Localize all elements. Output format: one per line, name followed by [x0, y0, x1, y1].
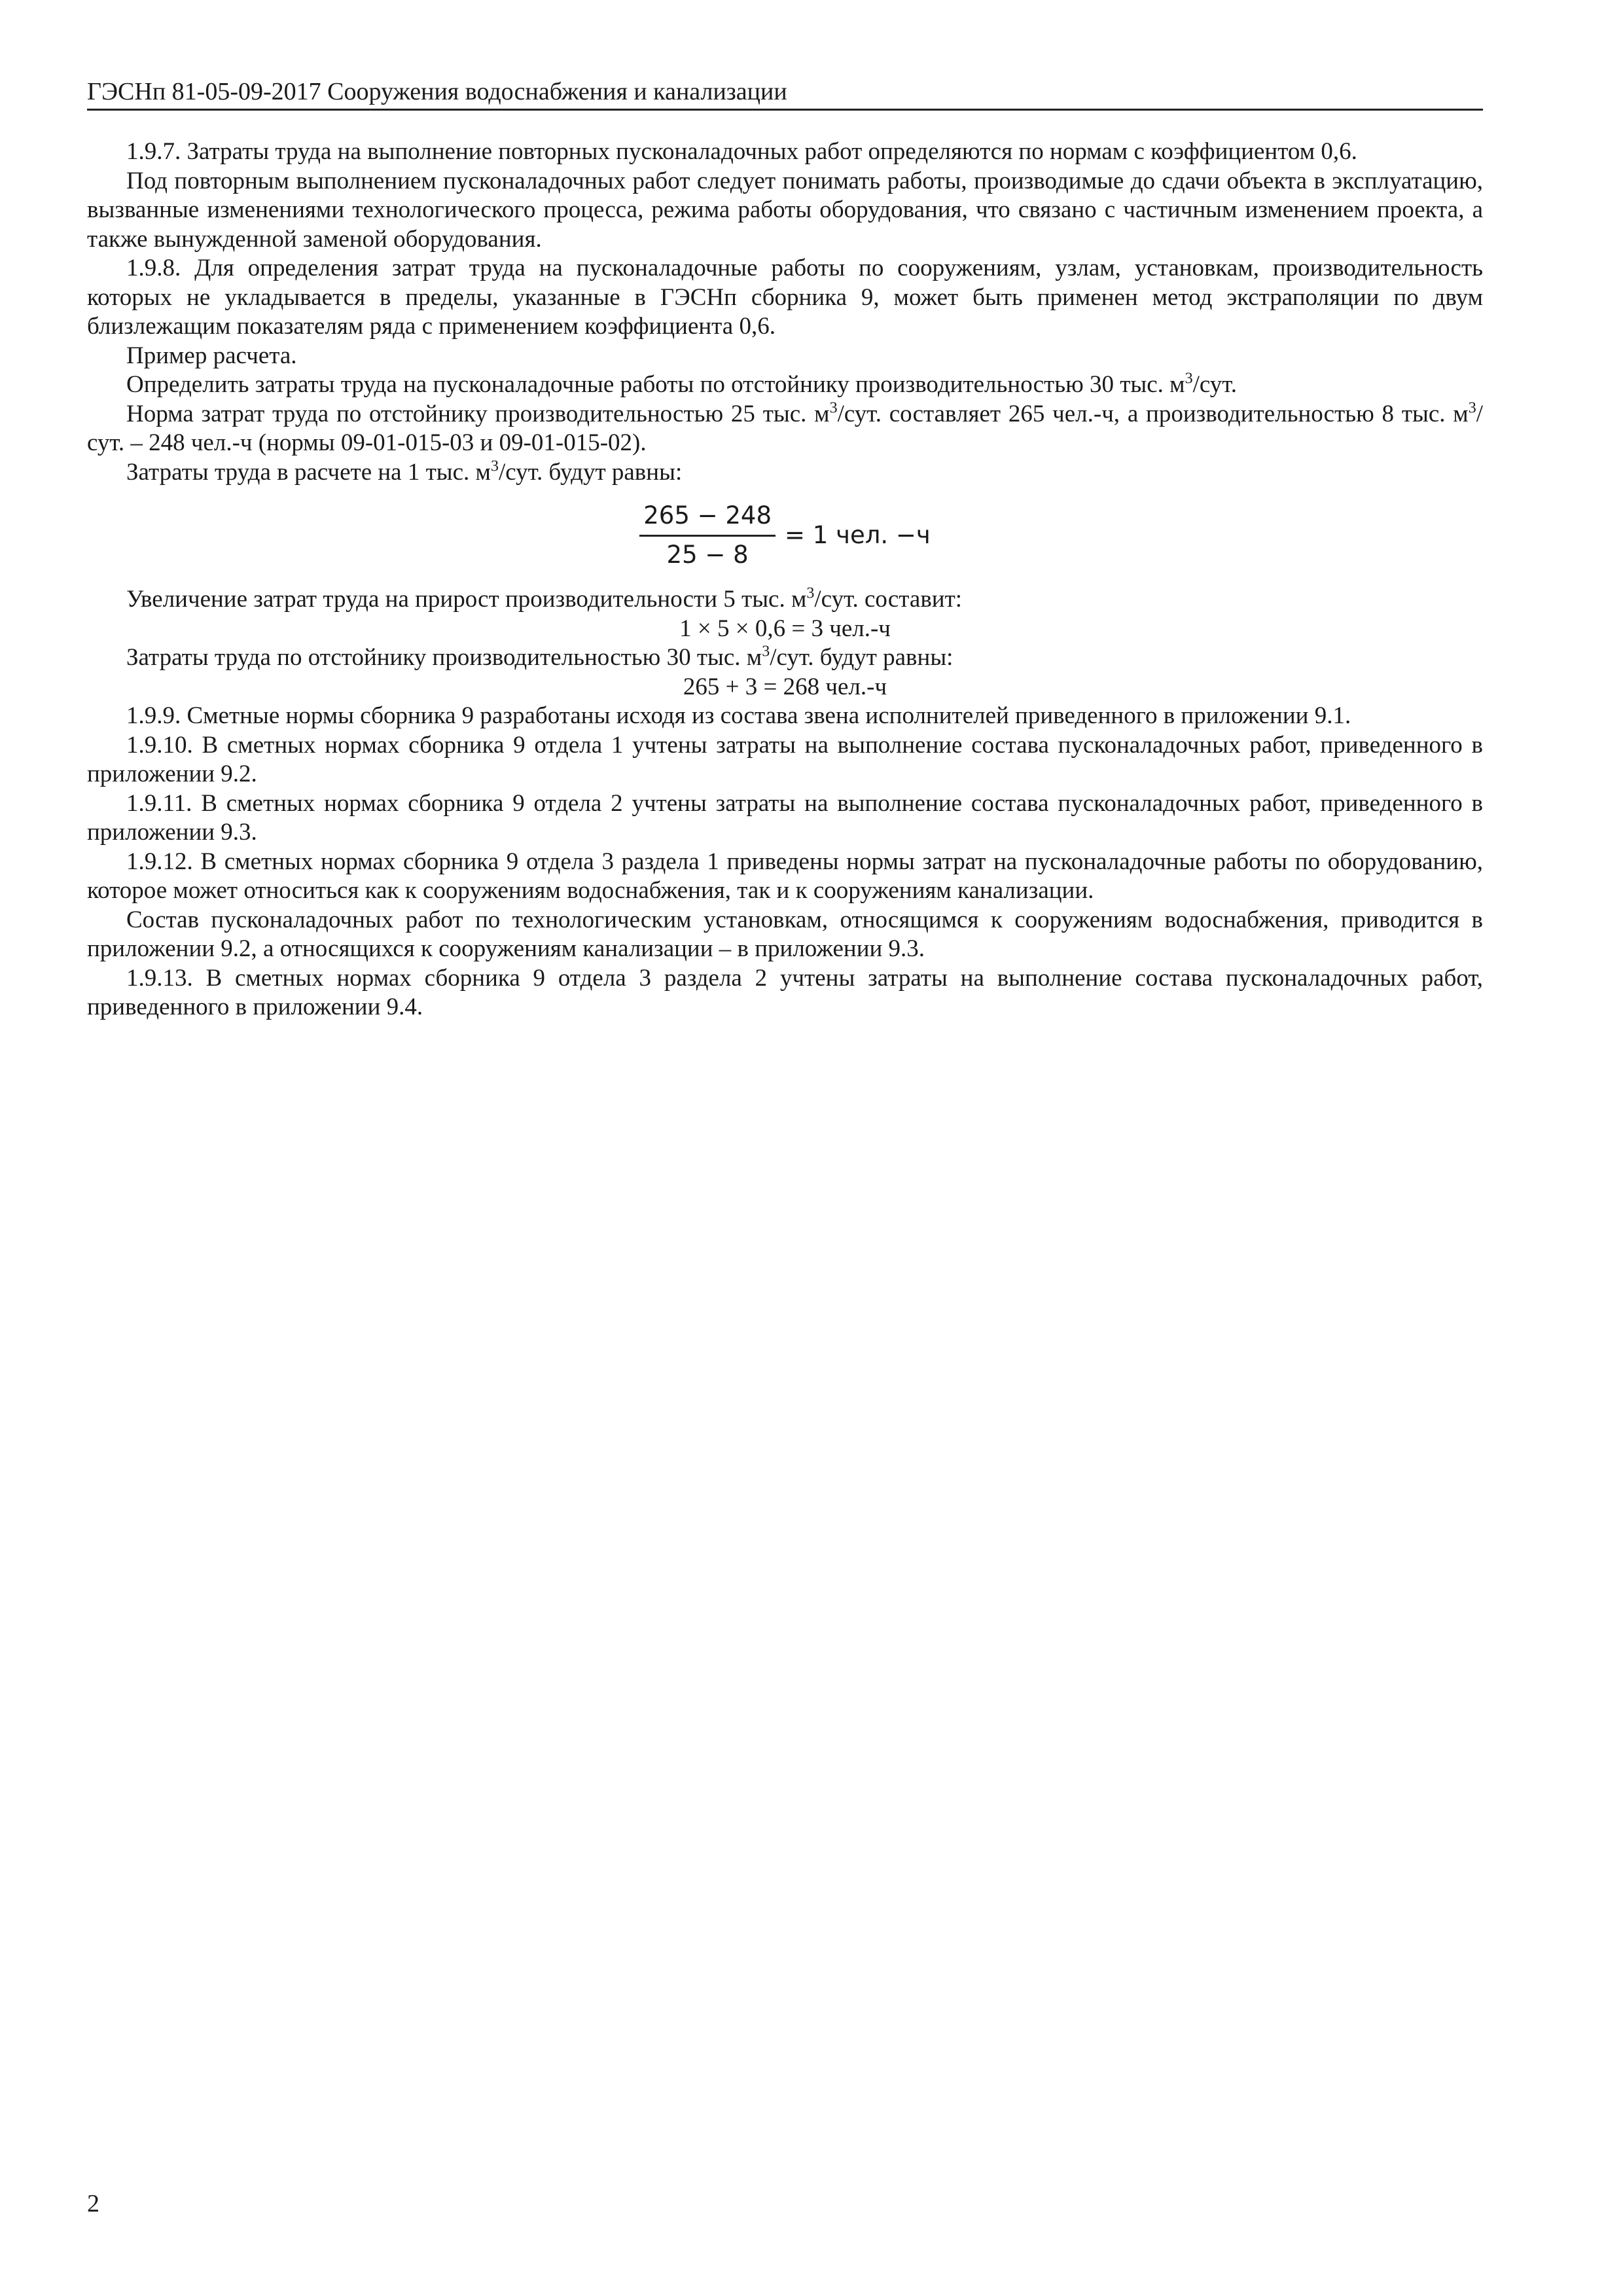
paragraph-total	[87, 643, 1483, 673]
paragraph-1-9-12: 1.9.12. В сметных нормах сборника 9 отдела 3 раздела 1 приведены нормы затрат на пусконаладочные работы по оборудованию, которое может относиться как к сооружениям водоснабжения, так и к сооружениям канализации.	[87, 848, 1483, 904]
paragraph-increase	[87, 585, 1483, 615]
superscript: 3	[829, 399, 838, 417]
running-header: ГЭСНп 81-05-09-2017 Сооружения водоснабжения и канализации	[87, 78, 787, 105]
paragraph-1-9-8: 1.9.8. Для определения затрат труда на пусконаладочные работы по сооружениям, узлам, установкам, производительность которых не укладывается в пределы, указанные в ГЭСНп сборника 9, может быть применен метод экстраполяции по двум близлежащим показателям ряда с применением коэффициента 0,6.	[87, 255, 1483, 340]
fraction	[639, 501, 776, 569]
paragraph-1-9-10: 1.9.10. В сметных нормах сборника 9 отдела 1 учтены затраты на выполнение состава пусконаладочных работ, приведенного в приложении 9.2.	[87, 731, 1483, 787]
paragraph-repeat-definition: Под повторным выполнением пусконаладочных работ следует понимать работы, производимые до сдачи объекта в эксплуатацию, вызванные изменениями технологического процесса, режима работы оборудования, что связано с частичным изменением проекта, а также вынужденной заменой оборудования.	[87, 167, 1483, 253]
paragraph-per-unit	[87, 458, 1483, 488]
total-text: Затраты труда по отстойнику производительностью 30 тыс. м	[126, 644, 762, 671]
norm-text-3: /сут. – 248 чел.-ч (нормы 09-01-015-03 и 09-01-015-02).	[87, 400, 1483, 456]
per-unit-text: Затраты труда в расчете на 1 тыс. м	[126, 458, 491, 486]
paragraph-1-9-7: 1.9.7. Затраты труда на выполнение повторных пусконаладочных работ определяются по нормам с коэффициентом 0,6.	[126, 138, 1357, 165]
per-unit-text-end: /сут. будут равны:	[498, 458, 683, 486]
paragraph-composition: Состав пусконаладочных работ по технологическим установкам, относящимся к сооружениям водоснабжения, приводится в приложении 9.2, а относящихся к сооружениям канализации – в приложении 9.3.	[87, 906, 1483, 962]
superscript: 3	[806, 584, 815, 602]
formula-increase: 1 × 5 × 0,6 = 3 чел.-ч	[679, 615, 891, 642]
task-text-end: /сут.	[1192, 371, 1237, 398]
formula-total: 265 + 3 = 268 чел.-ч	[683, 673, 887, 700]
paragraph-1-9-11: 1.9.11. В сметных нормах сборника 9 отдела 2 учтены затраты на выполнение состава пусконаладочных работ, приведенного в приложении 9.3.	[87, 789, 1483, 846]
header-divider	[87, 109, 1483, 111]
superscript: 3	[762, 643, 770, 660]
increase-text-end: /сут. составит:	[814, 586, 963, 613]
fraction-result: = 1 чел. −ч	[785, 520, 931, 549]
fraction-numerator: 265 − 248	[639, 501, 776, 537]
paragraph-1-9-13: 1.9.13. В сметных нормах сборника 9 отдела 3 раздела 2 учтены затраты на выполнение состава пусконаладочных работ, приведенного в приложении 9.4.	[87, 964, 1483, 1020]
formula-fraction	[87, 490, 1483, 581]
norm-text-2: /сут. составляет 265 чел.-ч, а производительностью 8 тыс. м	[837, 400, 1469, 427]
example-heading: Пример расчета.	[126, 342, 297, 369]
paragraph-task	[87, 370, 1483, 400]
norm-text-1: Норма затрат труда по отстойнику производительностью 25 тыс. м	[126, 400, 830, 427]
superscript: 3	[490, 457, 499, 475]
paragraph-1-9-9: 1.9.9. Сметные нормы сборника 9 разработаны исходя из состава звена исполнителей приведенного в приложении 9.1.	[126, 702, 1351, 729]
increase-text: Увеличение затрат труда на прирост производительности 5 тыс. м	[126, 586, 807, 613]
total-text-end: /сут. будут равны:	[770, 644, 954, 671]
paragraph-norm	[87, 400, 1483, 458]
superscript: 3	[1468, 399, 1476, 417]
document-body	[87, 137, 1483, 1022]
fraction-denominator: 25 − 8	[666, 540, 749, 569]
task-text: Определить затраты труда на пусконаладочные работы по отстойнику производительностью 30 тыс. м	[126, 371, 1185, 398]
superscript: 3	[1185, 370, 1193, 387]
page-number: 2	[87, 2190, 99, 2217]
